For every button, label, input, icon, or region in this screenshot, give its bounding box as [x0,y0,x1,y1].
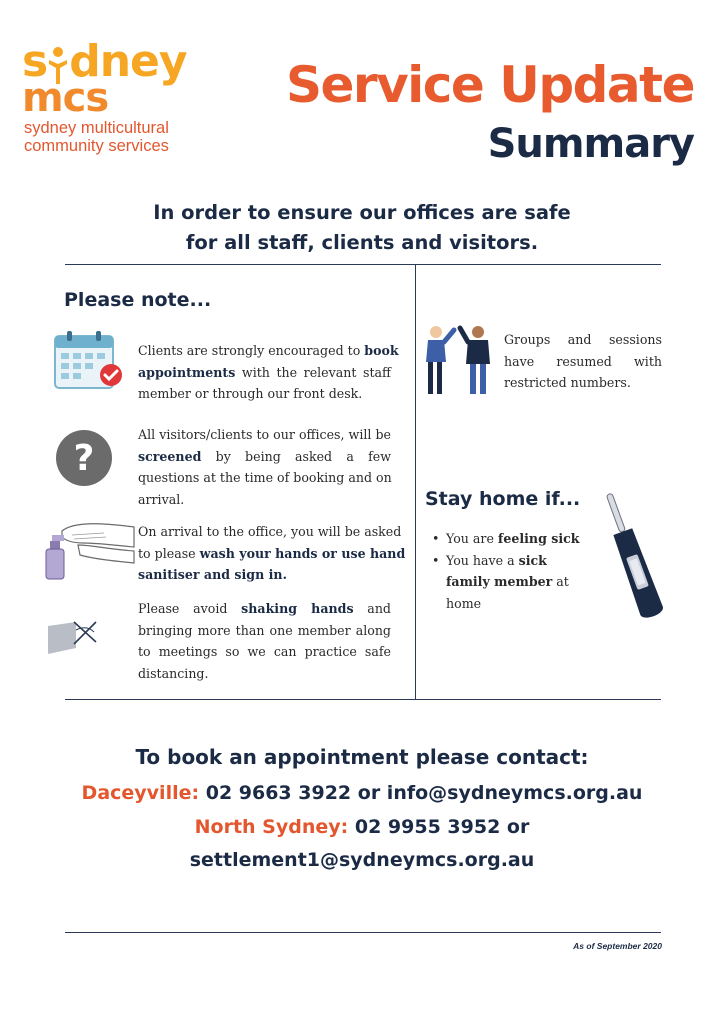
logo-word-sydney: s dney [22,36,187,87]
stay-home-list [430,528,590,614]
thermometer-icon [596,490,668,624]
north-sydney-email: settlement1@sydneymcs.org.au [189,849,535,871]
column-divider [415,264,416,700]
stay-home-item-family: • You have a sick family member at home [430,550,590,615]
contact-heading: To book an appointment please contact: [135,745,589,769]
north-sydney-phone: 02 9955 3952 or [354,816,530,838]
hand-sanitiser-icon [44,517,136,583]
no-handshake-icon [46,612,102,658]
people-waving-icon [420,322,500,396]
please-note-heading: Please note... [64,289,212,311]
note-screening: All visitors/clients to our offices, will be screened by being asked a few questions at the time of booking and on arrival. [138,427,392,507]
daceyville-details: 02 9663 3922 or info@sydneymcs.org.au [205,782,643,804]
contact-daceyville [0,784,724,803]
top-divider [65,264,661,265]
calendar-check-icon [53,330,125,392]
logo [0,0,220,160]
logo-tagline-1: sydney multicultural [24,119,169,137]
page-title: Service Update [285,56,694,114]
note-no-handshake: Please avoid shaking hands and bringing more than one member along to meetings so we can practice safe distancing. [138,601,391,681]
intro-text [0,198,724,258]
footer-divider [65,932,661,933]
north-sydney-label: North Sydney: [194,816,349,838]
svg-text:?: ? [73,438,95,479]
logo-tagline-2: community services [24,137,169,155]
note-wash-hands: On arrival to the office, you will be asked to please wash your hands or use hand sanitiser and sign in. [138,524,406,582]
logo-word-mcs: mcs [22,75,109,121]
contact-north-sydney [0,818,724,837]
note-appointments: Clients are strongly encouraged to book appointments with the relevant staff member or through our front desk. [138,343,399,401]
daceyville-label: Daceyville: [81,782,200,804]
stay-home-heading: Stay home if... [425,488,581,510]
middle-divider [65,699,661,700]
stay-home-item-sick: • You are feeling sick [430,528,590,550]
as-of-date: As of September 2020 [573,941,662,951]
page-subtitle: Summary [487,121,694,167]
groups-text: Groups and sessions have resumed with restricted numbers. [504,332,662,390]
intro-line-1: In order to ensure our offices are safe [153,201,571,224]
intro-line-2: for all staff, clients and visitors. [185,231,539,254]
question-mark-icon [55,429,113,487]
